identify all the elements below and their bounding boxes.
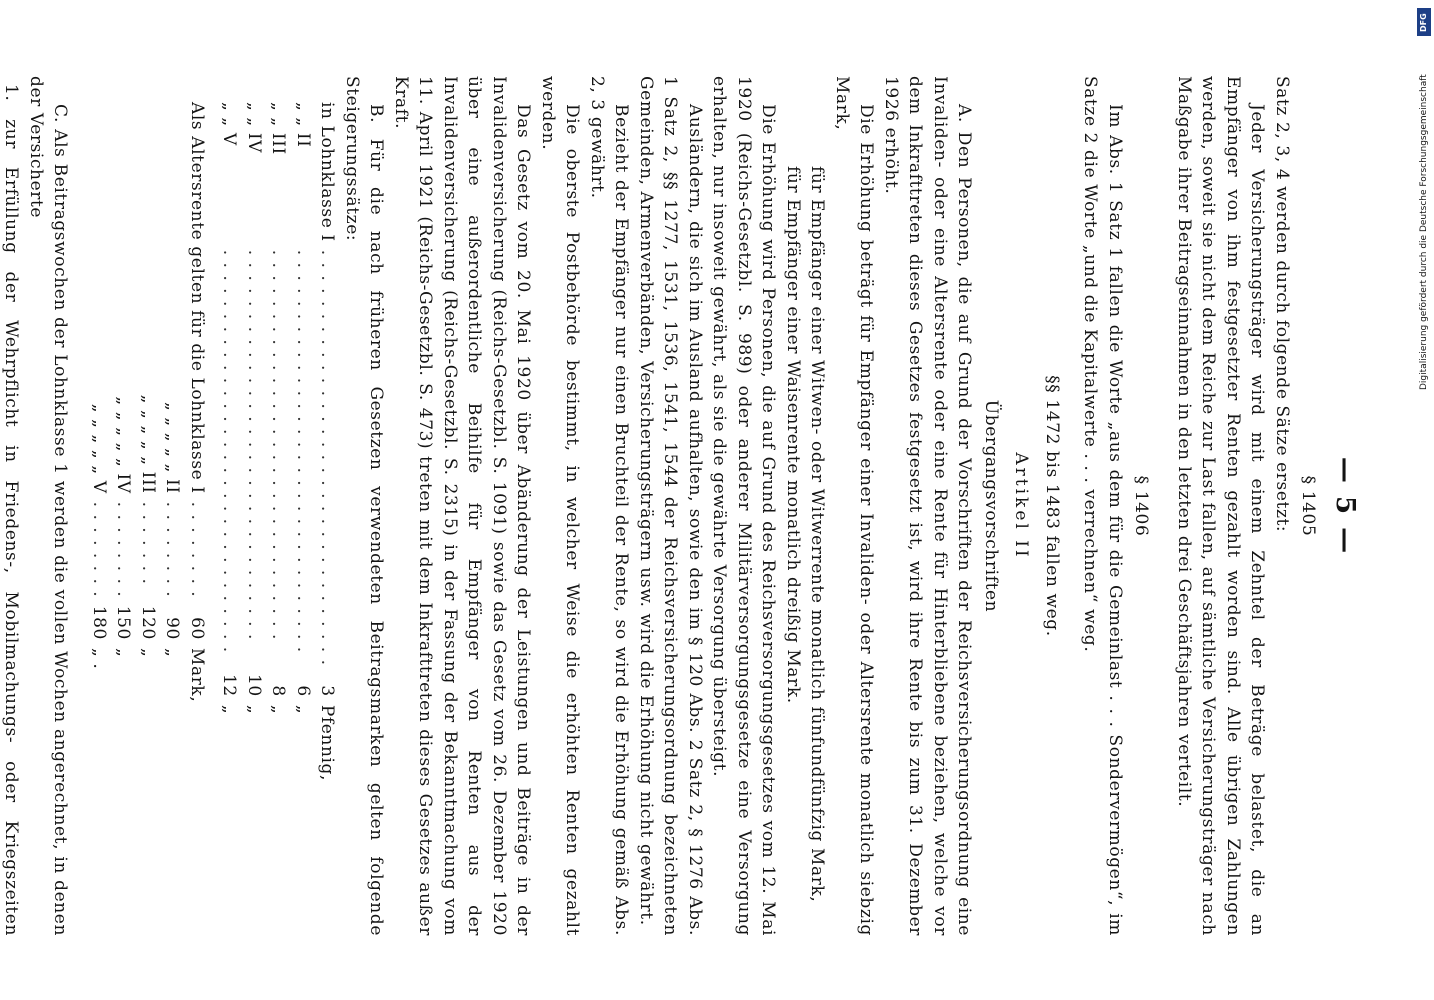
part-c-item-1: 1. zur Erfüllung der Wehrpflicht in Friedens-, Mobilmachungs- oder Kriegszeiten (1, 84, 22, 936)
pension-unit: Mark, (187, 647, 207, 703)
document-page (1, 76, 1360, 936)
section-1405-heading: § 1405 (1298, 475, 1319, 537)
pension-unit: „ . (89, 647, 109, 670)
pension-label: „ „ „ „ „ III (138, 394, 158, 494)
table-row (266, 98, 291, 785)
table-row (185, 98, 210, 706)
part-a-paragraph-2: Die Erhöhung beträgt für Empfänger einer Invaliden- oder Altersrente monatlich siebzig Mark, (832, 76, 877, 936)
pension-label: „ „ „ „ „ II (162, 401, 183, 494)
part-a-paragraph-7: Bezieht der Empfänger nur einen Bruchteil der Rente, so wird die Erhöhung gemäß Abs. 2, 3 gewährt. (587, 76, 632, 936)
table-row (291, 98, 316, 785)
section-1472-text: §§ 1472 bis 1483 fallen weg. (1042, 375, 1062, 637)
pension-leader-dots: . . . . . . . . (162, 501, 183, 598)
pension-leader-dots: . . . . . . . . (187, 501, 207, 598)
transitional-provisions-heading: Übergangsvorschriften (981, 399, 1001, 613)
pension-value: 60 (187, 617, 207, 640)
contribution-rates-table (217, 98, 340, 785)
table-row (315, 98, 340, 785)
part-a-paragraph-6: Ausländern, die sich im Ausland aufhalten, sowie den im § 120 Abs. 2 Satz 2, § 1276 Abs. 1 Satz 2, §§ 1277, 1531, 1536, 1541, 1544 der Reichsversicherungsordnung bezeichneten Gemeinden, Armenverbänden, Versicherungsträgern usw. wird die Erhöhung nicht gewährt. (636, 76, 705, 936)
part-a-paragraph-3: für Empfänger einer Witwen- oder Witwerrente monatlich fünfundfünfzig Mark, (807, 166, 828, 903)
page-number-header: — 5 — (1330, 456, 1360, 556)
table-row (217, 98, 242, 785)
pension-value: 90 (162, 617, 183, 640)
old-age-pension-table (87, 98, 210, 706)
rate-leader-dots: . . . . . . . . . . . . . . . . . . . . . . . . . . . . . . . . . (317, 249, 338, 666)
rate-unit: Pfennig, (317, 704, 338, 782)
part-a-paragraph-5: Die Erhöhung wird Personen, die auf Grund des Reichsversorgungsgesetzes vom 12. Mai 1920 (Reichs-Gesetzbl. S. 989) oder anderer Militärversorgungsgesetze eine Versorgung erhalten, nur insoweit gewährt, als sie die gewährte Versorgung übersteigt. (709, 76, 779, 936)
part-b-intro: B. Für die nach früheren Gesetzen verwendeten Beitragsmarken gelten folgende Steigerungssätze: (342, 76, 387, 936)
section-1405-text: Jeder Versicherungsträger wird mit einem Zehntel der Beträge belastet, die an Empfänger von ihm festgesetzter Renten gezahlt worden sind. Alle übrigen Zahlungen werden, soweit sie nicht dem Reiche zur Last fallen, auf sämtliche Versicherungsträger nach Maßgabe ihrer Beitragseinnahmen in den letzten drei Geschäftsjahren verteilt. (1174, 76, 1268, 936)
pension-label: Als Altersrente gelten für die Lohnklasse I (187, 102, 207, 494)
pension-unit: „ (113, 647, 134, 658)
part-a-paragraph-8: Die oberste Postbehörde bestimmt, in welcher Weise die erhöhten Renten gezahlt werden. (538, 76, 583, 936)
pension-leader-dots: . . . . . . . . (113, 501, 134, 598)
pension-label: „ „ „ „ „ V (89, 403, 109, 494)
table-row (136, 98, 161, 706)
rate-label: „ „ II (293, 102, 313, 148)
rate-label: „ „ V (219, 102, 240, 146)
part-c-intro: C. Als Beitragswochen der Lohnklasse 1 werden die vollen Wochen angerechnet, in denen der Versicherte (26, 76, 71, 936)
rate-leader-dots: . . . . . . . . . . . . . . . . . . . . . . . . . . . . . . . . (219, 249, 240, 654)
table-row (242, 98, 267, 785)
rate-value: 6 (293, 685, 313, 697)
rate-unit: „ (219, 704, 240, 715)
section-1405-intro: Satz 2, 3, 4 werden durch folgende Sätze ersetzt: (1272, 76, 1292, 533)
rate-value: 8 (268, 685, 289, 697)
pension-label: „ „ „ „ „ IV (113, 396, 134, 494)
rate-leader-dots: . . . . . . . . . . . . . . . . . . . . . . . . . . . . . . . (268, 249, 289, 641)
pension-value: 150 (113, 605, 134, 640)
rate-value: 10 (244, 673, 264, 697)
pension-unit: „ (138, 647, 158, 658)
rate-label: „ „ IV (244, 102, 264, 154)
part-a-paragraph-9: Das Gesetz vom 20. Mai 1920 über Abänderung der Leistungen und Beiträge in der Invalidenversicherung (Reichs-Gesetzbl. S. 1091) sowie das Gesetz vom 26. Dezember 1920 über eine außerordentliche Beihilfe für Empfänger von Renten aus der Invalidenversicherung (Reichs-Gesetzbl. S. 2315) in der Fassung der Bekanntmachung vom 11. April 1921 (Reichs-Gesetzbl. S. 473) treten mit dem Inkrafttreten dieses Gesetzes außer Kraft. (391, 76, 534, 936)
pension-value: 180 (89, 605, 109, 640)
table-row (87, 98, 112, 706)
table-row (111, 98, 136, 706)
rate-leader-dots: . . . . . . . . . . . . . . . . . . . . . . . . . . . . . . . (244, 249, 264, 641)
digitization-credit: Digitalisierung gefördert durch die Deutsche Forschungsgemeinschaft (1419, 74, 1429, 390)
rate-unit: „ (268, 704, 289, 715)
artikel-heading: Artikel II (1011, 452, 1032, 560)
rate-unit: „ (244, 704, 264, 715)
pension-leader-dots: . . . . . . . . (89, 501, 109, 598)
rate-value: 12 (219, 673, 240, 697)
rate-label: in Lohnklasse I (317, 102, 338, 242)
pension-value: 120 (138, 605, 158, 640)
part-a-paragraph-4: für Empfänger einer Waisenrente monatlich dreißig Mark. (783, 166, 803, 704)
table-row (160, 98, 185, 706)
section-1406-text: Im Abs. 1 Satz 1 fallen die Worte „aus dem für die Gemeinlast . . . Sondervermögen“, im Satze 2 die Worte „und die Kapitalwerte . . . verrechnen“ weg. (1080, 76, 1125, 936)
dfg-logo-text: DFG (1419, 13, 1428, 32)
rate-value: 3 (317, 685, 338, 697)
rate-leader-dots: . . . . . . . . . . . . . . . . . . . . . . . . . . . . . . . . (293, 249, 313, 654)
pension-unit: „ (162, 647, 183, 658)
rate-label: „ „ III (268, 102, 289, 155)
section-1406-heading: § 1406 (1131, 475, 1152, 537)
pension-leader-dots: . . . . . . . (138, 501, 158, 585)
rate-unit: „ (293, 704, 313, 715)
part-a-paragraph-1: A. Den Personen, die auf Grund der Vorschriften der Reichsversicherungsordnung eine Invaliden- oder eine Altersrente oder eine Rente für Hinterbliebene beziehen, welche vor dem Inkrafttreten dieses Gesetzes festgesetzt ist, wird ihre Rente bis zum 31. Dezember 1926 erhöht. (881, 76, 975, 936)
